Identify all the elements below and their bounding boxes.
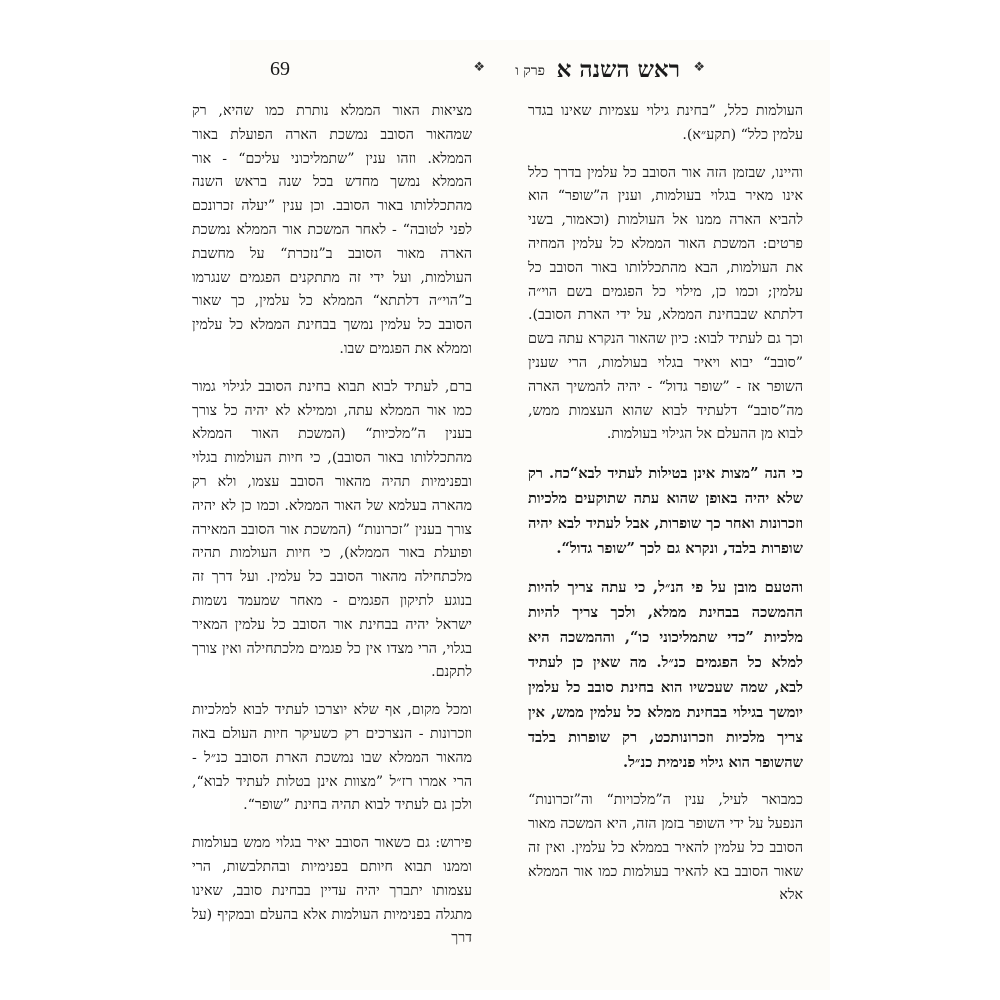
right-column xyxy=(528,100,803,922)
paragraph: ברם, לעתיד לבוא תבוא בחינת הסובב לגילוי גמור כמו אור הממלא עתה, וממילא לא יהיה כל צורך בענין ה”מלכיות“ (המשכת האור הממלא מהתכללותו באור הסובב), כי חיות העולמות בגלוי ובפנימיות תהיה מהאור הסובב עצמו, ולא רק מהארה בעלמא של האור הממלא. וכמו כן לא יהיה צורך בענין ”זכרונות“ (המשכת אור הסובב המאירה ופועלת באור הממלא), כי חיות העולמות תהיה מלכתחילה מהאור הסובב כל עלמין. ועל דרך זה בנוגע לתיקון הפגמים - מאחר שמעמד נשמות ישראל יהיה בבחינת אור הסובב כל עלמין המאיר בגלוי, הרי מצדו אין כל פגמים מלכתחילה ואין צורך לתקנם. xyxy=(192,378,472,681)
paragraph: והיינו, שבזמן הזה אור הסובב כל עלמין בדרך כלל אינו מאיר בגלוי בעולמות, וענין ה”שופר“ הוא להביא הארה ממנו אל העולמות (וכאמור, בשני פרטים: המשכת האור הממלא כל עלמין המחיה את העולמות, הבא מהתכללותו באור הסובב כל עלמין; וכמו כן, מילוי כל הפגמים בשם הוי״ה דלתתא שבבחינת הממלא, על ידי הארת הסובב). וכך גם לעתיד לבוא: כיון שהאור הנקרא עתה בשם ”סובב“ יבוא ויאיר בגלוי בעולמות, הרי שענין השופר אז - ”שופר גדול“ - יהיה להמשיך הארה מה”סובב“ דלעתיד לבוא שהוא העצמות ממש, לבוא מן ההעלם אל הגילוי בעולמות. xyxy=(528,164,803,443)
running-header xyxy=(230,56,830,92)
paragraph: פירוש: גם כשאור הסובב יאיר בגלוי ממש בעולמות וממנו תבוא חיותם בפנימיות ובהתלבשות, הרי עצמותו יתברך יהיה עדיין בבחינת סובב, שאינו מתגלה בפנימיות העולמות אלא בהעלם ובמקיף (על דרך xyxy=(192,835,472,947)
paragraph: כמבואר לעיל, ענין ה”מלכויות“ וה”זכרונות“ הנפעל על ידי השופר בזמן הזה, היא המשכה מאור הסובב כל עלמין להאיר בממלא כל עלמין. ואין זה שאור הסובב בא להאיר בעולמות כמו אור הממלא אלא xyxy=(528,792,803,904)
ornament-icon: ❖ xyxy=(693,60,705,75)
paragraph: מציאות האור הממלא נותרת כמו שהיא, רק שמהאור הסובב נמשכת הארה הפועלת באור הממלא. וזהו ענין ”שתמליכוני עליכם“ - אור הממלא נמשך מחדש בכל שנה בראש השנה מהתכללותו באור הסובב. וכן ענין ”יעלה זכרונכם לפני לטובה“ - לאחר המשכת אור הממלא נמשכת הארה מאור הסובב ב”נזכרת“ על מחשבת העולמות, ועל ידי זה מתתקנים הפגמים שנגרמו ב”הוי״ה דלתתא“ הממלא כל עלמין, כך שאור הסובב כל עלמין נמשך בבחינת הממלא כל עלמין וממלא את הפגמים שבו. xyxy=(192,103,472,357)
running-title: ראש השנה א xyxy=(556,56,680,83)
chapter-label: פרק ו xyxy=(515,63,545,79)
bold-paragraph: והטעם מובן על פי הנ״ל, כי עתה צריך להיות ההמשכה בבחינת ממלא, ולכך צריך להיות מלכיות ”כדי שתמליכוני כו“, וההמשכה היא למלא כל הפגמים כנ״ל. מה שאין כן לעתיד לבא, שמה שעכשיו הוא בחינת סובב כל עלמין יומשך בגילוי בבחינת ממלא כל עלמין ממש, אין צריך מלכיות וזכרונותכט, רק שופרות בלבד שהשופר הוא גילוי פנימית כנ״ל. xyxy=(528,579,803,772)
paragraph: העולמות כלל, ”בחינת גילוי עצמיות שאינו בגדר עלמין כלל“ (תקע״א). xyxy=(528,103,803,143)
page-number: 69 xyxy=(270,58,290,80)
bold-paragraph: כי הנה ”מצות אינן בטילות לעתיד לבא“כח. רק שלא יהיה באופן שהוא עתה שתוקעים מלכיות וזכרונות ואחר כך שופרות, אבל לעתיד לבא יהיה שופרות בלבד, ונקרא גם לכך ”שופר גדול“. xyxy=(528,465,803,558)
paragraph: ומכל מקום, אף שלא יוצרכו לעתיד לבוא למלכיות וזכרונות - הנצרכים רק כשעיקר חיות העולם באה מהאור הממלא שבו נמשכת הארת הסובב כנ״ל - הרי אמרו רז״ל ”מצוות אינן בטלות לעתיד לבוא“, ולכן גם לעתיד לבוא תהיה בחינת ”שופר“. xyxy=(192,702,472,814)
ornament-icon: ❖ xyxy=(473,60,485,75)
left-column xyxy=(192,100,472,965)
